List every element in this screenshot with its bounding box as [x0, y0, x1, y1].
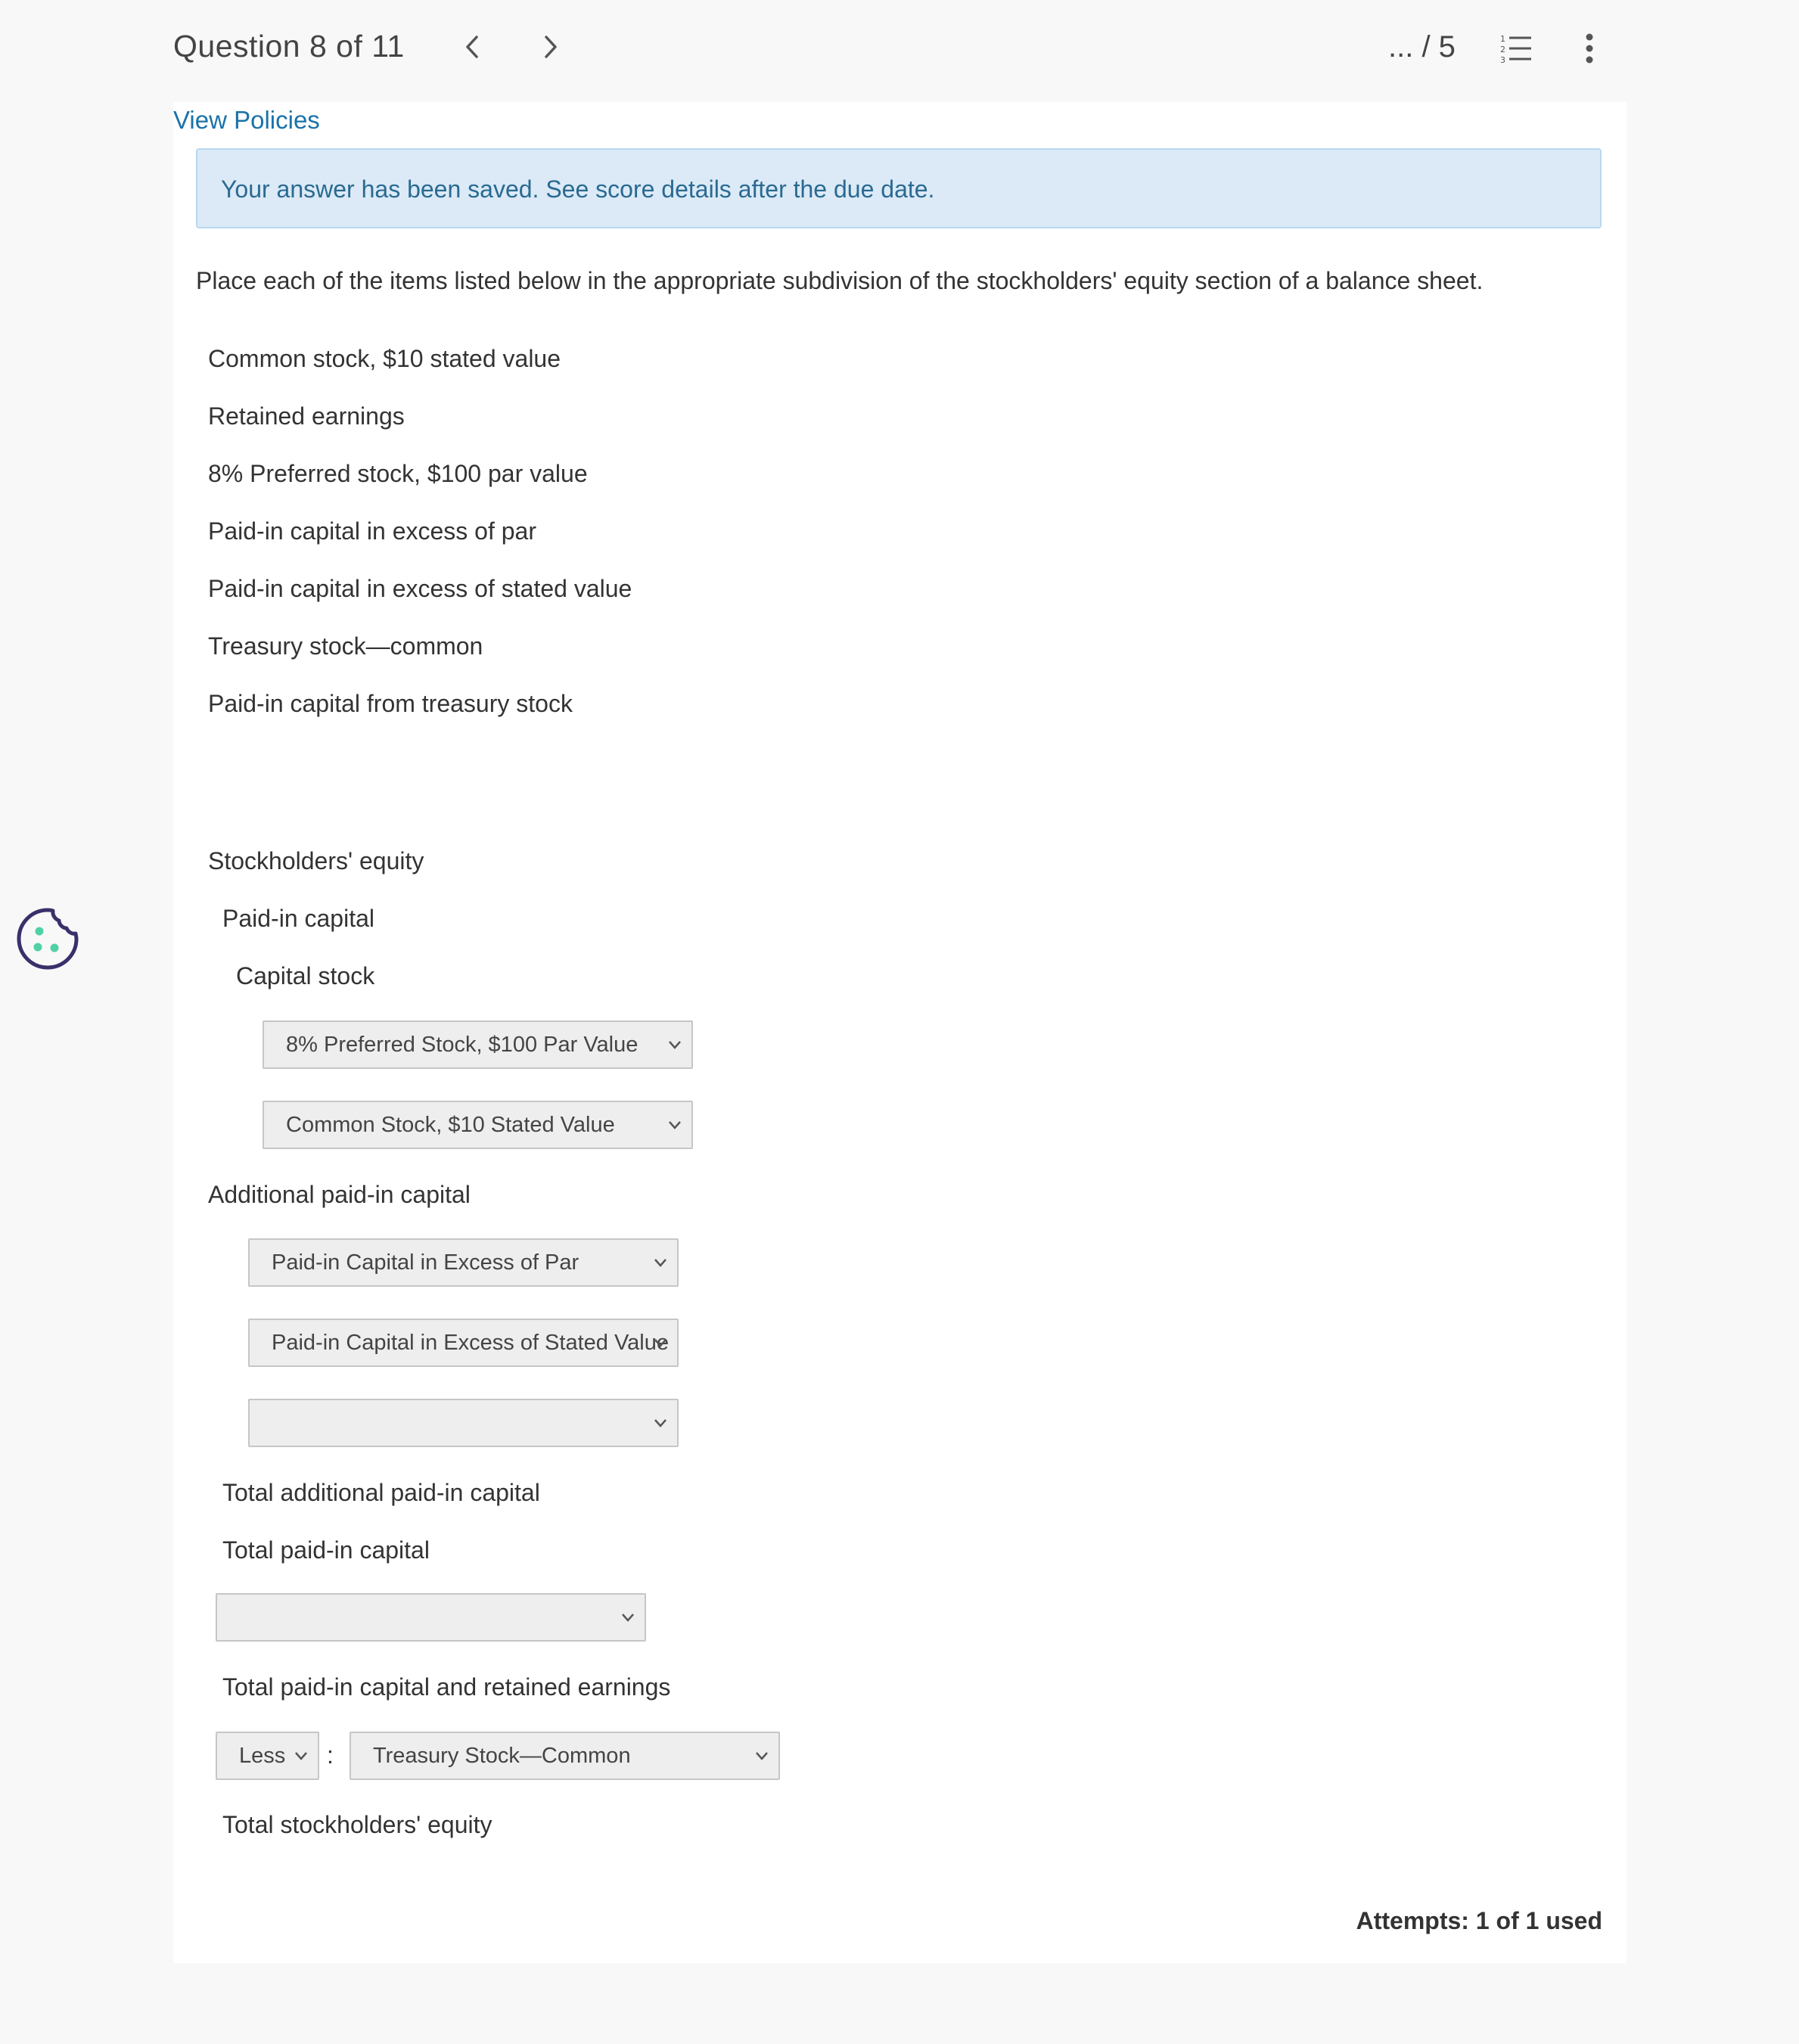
score-display: ... / 5: [1388, 30, 1456, 64]
previous-question-button[interactable]: [455, 30, 489, 64]
attempts-counter: Attempts: 1 of 1 used: [1356, 1907, 1602, 1934]
chevron-down-icon: [667, 1039, 682, 1051]
list-item: Paid-in capital in excess of stated value: [208, 575, 632, 602]
treasury-stock-select[interactable]: Treasury Stock—Common: [350, 1732, 780, 1780]
total-paid-in-and-retained: Total paid-in capital and retained earnings: [222, 1673, 671, 1701]
total-stockholders-equity: Total stockholders' equity: [222, 1811, 492, 1838]
list-item: Treasury stock—common: [208, 632, 483, 660]
list-item: Retained earnings: [208, 402, 405, 430]
capital-stock-heading: Capital stock: [236, 962, 375, 989]
svg-text:1: 1: [1500, 34, 1505, 44]
numbered-list-icon: [1500, 33, 1532, 64]
cookie-icon: [15, 906, 80, 971]
colon-separator: :: [327, 1741, 334, 1769]
question-list-button[interactable]: [1500, 33, 1532, 64]
vertical-dots-icon: [1585, 33, 1594, 64]
capital-stock-select-2[interactable]: Common Stock, $10 Stated Value: [263, 1101, 693, 1149]
additional-select-2[interactable]: Paid-in Capital in Excess of Stated Value: [248, 1319, 679, 1367]
view-policies-link[interactable]: View Policies: [173, 106, 320, 134]
additional-select-3[interactable]: [248, 1399, 679, 1447]
total-paid-in-capital: Total paid-in capital: [222, 1536, 430, 1564]
additional-select-1[interactable]: Paid-in Capital in Excess of Par: [248, 1238, 679, 1287]
less-select[interactable]: Less: [216, 1732, 319, 1780]
retained-earnings-select[interactable]: [216, 1593, 646, 1642]
chevron-down-icon: [653, 1257, 668, 1269]
list-item: Common stock, $10 stated value: [208, 345, 561, 372]
next-question-button[interactable]: [534, 30, 567, 64]
top-bar: [0, 0, 1799, 102]
chevron-down-icon: [653, 1417, 668, 1429]
more-options-button[interactable]: [1576, 33, 1603, 65]
chevron-right-icon: [543, 35, 558, 59]
chevron-left-icon: [465, 35, 480, 59]
question-counter: Question 8 of 11: [173, 29, 405, 64]
svg-text:3: 3: [1500, 55, 1505, 64]
list-item: Paid-in capital in excess of par: [208, 517, 536, 545]
svg-text:2: 2: [1500, 45, 1505, 54]
capital-stock-select-1[interactable]: 8% Preferred Stock, $100 Par Value: [263, 1020, 693, 1069]
total-additional-paid-in-capital: Total additional paid-in capital: [222, 1479, 540, 1506]
chevron-down-icon: [294, 1750, 309, 1762]
chevron-down-icon: [620, 1611, 635, 1623]
chevron-down-icon: [667, 1119, 682, 1131]
cookie-settings-button[interactable]: [15, 906, 80, 971]
saved-alert: [196, 148, 1602, 228]
stockholders-equity-heading: Stockholders' equity: [208, 847, 424, 874]
list-item: Paid-in capital from treasury stock: [208, 690, 573, 717]
saved-alert-text: Your answer has been saved. See score details after the due date.: [221, 176, 935, 203]
paid-in-capital-heading: Paid-in capital: [222, 905, 374, 932]
chevron-down-icon: [754, 1750, 769, 1762]
question-instruction: Place each of the items listed below in the appropriate subdivision of the stockholders' equity section of a balance sheet.: [196, 267, 1484, 294]
additional-paid-in-capital-heading: Additional paid-in capital: [208, 1181, 471, 1208]
chevron-down-icon: [653, 1337, 668, 1349]
list-item: 8% Preferred stock, $100 par value: [208, 460, 588, 487]
